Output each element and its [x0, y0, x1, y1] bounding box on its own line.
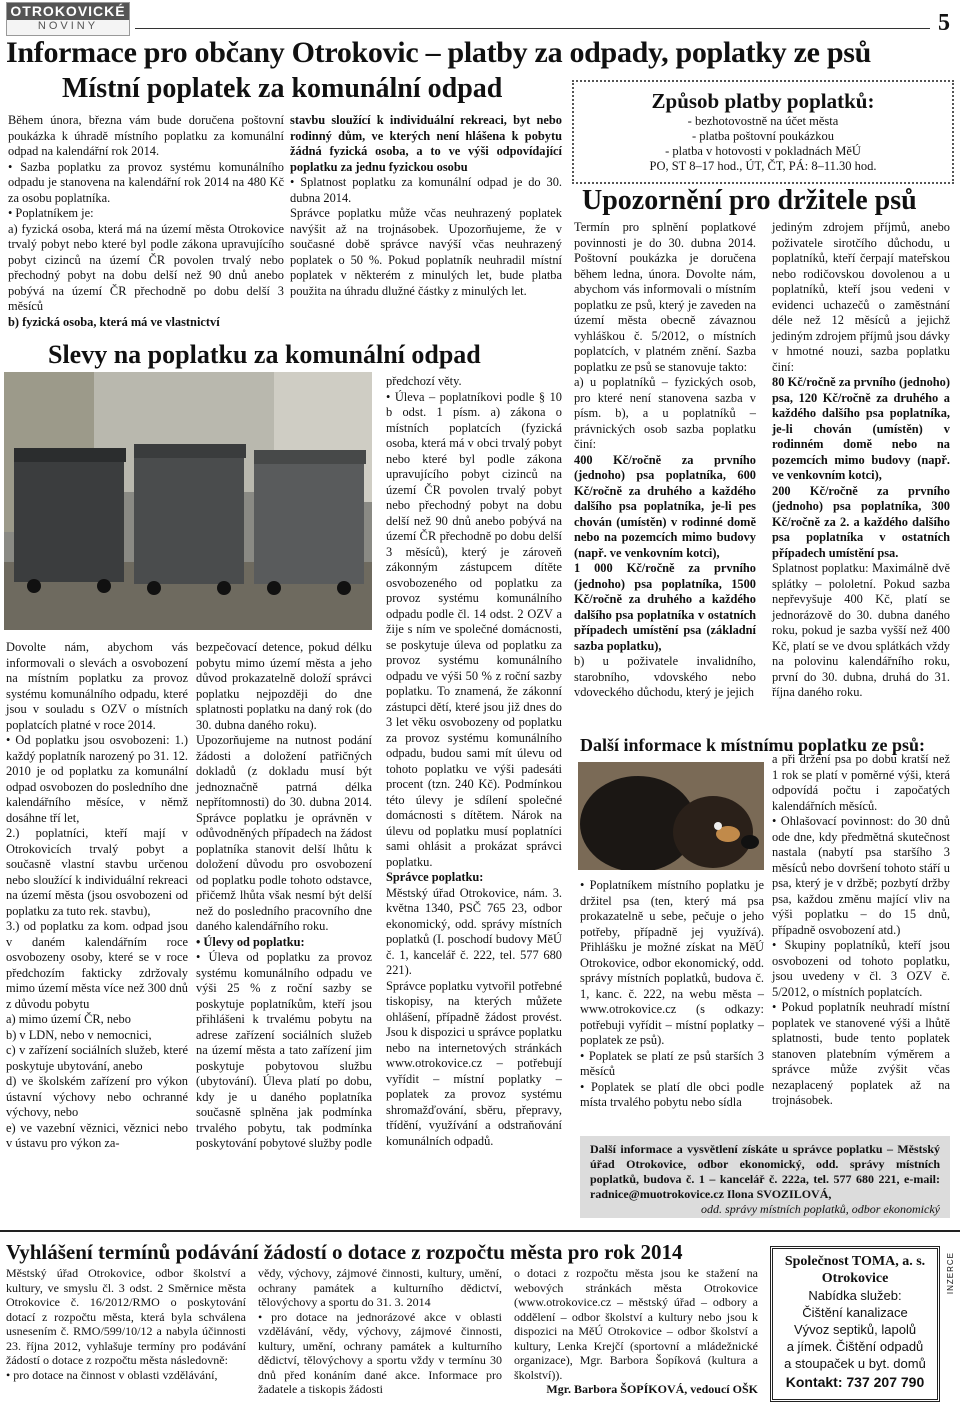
more-left	[580, 878, 764, 1111]
paragraph: 200 Kč/ročně za prvního (jednoho) psa poplatníka, 300 Kč/ročně za 2. a každého dalšího psa poplatníka v ostatních případech umístění psa.	[772, 483, 950, 560]
paragraph: d) ve školském zařízení pro výkon ústavní výchovy nebo ochranné výchovy, nebo	[6, 1074, 188, 1119]
masthead-title: OTROKOVICKÉ	[7, 3, 129, 20]
discounts-colB	[196, 640, 372, 1152]
dog-illustration	[578, 762, 764, 870]
ad-offer: Nabídka služeb:	[808, 1288, 902, 1303]
dogs-colR	[772, 220, 950, 701]
payment-line: - platba v hotovosti v pokladnách MěÚ	[665, 144, 861, 158]
payment-lines	[574, 114, 952, 174]
paragraph: 80 Kč/ročně za prvního (jednoho) psa, 120 Kč/ročně za druhého a každého dalšího psa poplatníka, je-li chován (umístěn) v rodinném domě nebo na pozemcích mimo budovy (např. ve venkovním kotci),	[772, 375, 950, 482]
ad-contact: Kontakt: 737 207 790	[785, 1374, 925, 1390]
discounts-colC	[386, 374, 562, 1149]
payment-title: Způsob platby poplatků:	[651, 89, 875, 113]
paragraph: c) v zařízení sociálních služeb, které poskytuje ubytování, anebo	[6, 1043, 188, 1073]
paragraph: Správce poplatku může včas neuhrazený poplatek navýšit až na trojnásobek. Upozorňujeme, že v současné době správce navýší včas neuhrazený poplatek o 50 %. Pokud poplatník neuhradil místní poplatek v některém z minulých let, bude platba použita na úhradu dlužné částky z minulých let.	[290, 206, 562, 298]
paragraph: Městský úřad Otrokovice, odbor školství a kultury, ve smyslu čl. 3 odst. 2 Směrnice města Otrokovice č. 16/2012/RMO o poskytování dotací z rozpočtu města, která byla schválena usnesením č. RMO/599/10/12 a nabyla účinnosti 23. října 2012, vyhlašuje termíny pro podávání žádostí o dotace z rozpočtu města následovně:	[6, 1266, 246, 1367]
dogs-title: Upozornění pro držitele psů	[582, 185, 917, 216]
contact-text: Další informace a vysvětlení získáte u správce poplatku – Městský úřad Otrokovice, odbor ekonomický, odd. správy místních poplatků, budova č. 1 – kancelář č. 222a, tel. 577 680 221, e-mail: radnice@muotrokovice.cz Ilona SVOZILOVÁ,	[590, 1142, 940, 1201]
paragraph: Během února, března vám bude doručena poštovní poukázka k úhradě místního poplatku za komunální odpad na kalendářní rok 2014.	[8, 113, 284, 158]
ad-side-label: INZERCE	[946, 1252, 955, 1295]
paragraph: e) ve vazební věznici, věznici nebo v ústavu pro výkon za-	[6, 1120, 188, 1150]
ad-service: Vývoz septiků, lapolů	[793, 1322, 917, 1337]
paragraph: bezpečovací detence, pokud délku pobytu mimo území města a jeho důvod prokazatelně doloží správci poplatku nejpozději do dne splatnosti poplatku na daný rok (do 30. dubna daného roku).	[196, 640, 372, 732]
paragraph: stavbu sloužící k individuální rekreaci, byt nebo rodinný dům, ve kterých není hlášena k pobytu žádná fyzická osoba, a to ve výši odpovídající poplatku za jednu fyzickou osobu	[290, 113, 562, 174]
contact-signature: odd. správy místních poplatků, odbor ekonomický	[701, 1202, 940, 1216]
discounts-title: Slevy na poplatku za komunální odpad	[48, 340, 481, 369]
payment-line: - bezhotovostně na účet města	[687, 114, 839, 128]
containers-photo	[4, 372, 372, 630]
section-rule	[0, 1230, 960, 1232]
masthead-logo	[6, 2, 130, 36]
page-headline: Informace pro občany Otrokovic – platby za odpady, poplatky ze psů	[6, 36, 872, 69]
page-number: 5	[938, 10, 950, 36]
paragraph: • Skupiny poplatníků, kteří jsou osvobozeni od tohoto poplatku, jsou uvedeny v čl. 3 OZV č. 5/2012, o místních poplatcích.	[772, 938, 950, 999]
waste-fee-col1	[8, 113, 284, 330]
paragraph: předchozí věty.	[386, 374, 462, 388]
top-rule	[135, 28, 930, 29]
paragraph: Termín pro splnění poplatkové povinnosti je do 30. dubna 2014. Poštovní poukázka je doručena během ledna, února. Dovolte nám, abychom vás informovali o místním poplatku ze psů, který je zaveden na území města obecně závaznou vyhláškou č. 5/2012, o místních poplatcích, v platném znění. Sazba poplatku ze psů se stanovuje takto:	[574, 220, 756, 374]
contact-box	[580, 1136, 950, 1218]
paragraph: 3.) od poplatku za kom. odpad jsou v daném kalendářním roce osvobozeny osoby, které se v roce předchozím fakticky zdržovaly mimo území města více než 300 dnů z důvodu pobytu	[6, 919, 188, 1011]
paragraph: • Sazba poplatku za provoz systému komunálního odpadu je stanovena na kalendářní rok 2014 na 480 Kč za osobu poplatníka.	[8, 159, 284, 205]
paragraph: • Ohlašovací povinnost: do 30 dnů ode dne, kdy předmětná skutečnost nastala (nabytí psa staršího 3 měsíců nebo dovršení tohoto stáří u psa, který je v držbě; pozbytí držby psa, každou změnu mající vliv na výši poplatku – do 15 dnů, případně osvobození atd.)	[772, 814, 950, 937]
paragraph: Správce poplatku:	[386, 870, 484, 884]
paragraph: • Poplatníkem místního poplatku je držitel psa (ten, který má psa prokazatelně u sebe, pečuje o jeho potřeby, případně jej využívá). Přihlášku je možné získat na MěÚ Otrokovice, odbor ekonomický, odd. správy místních poplatků, budova č. 1, kanc. č. 222, na webu města – www.otrokovice.cz (s odkazy: potřebuji vyřídit – místní poplatky – poplatek ze psů).	[580, 878, 764, 1047]
paragraph: b) u poživatele invalidního, starobního, vdovského nebo vdoveckého důchodu, který je jejich	[574, 654, 756, 699]
paragraph: a) mimo území ČR, nebo	[6, 1012, 131, 1026]
paragraph: • Poplatek se platí dle obci podle místa trvalého pobytu nebo sídla	[580, 1079, 764, 1109]
paragraph: Dovolte nám, abychom vás informovali o slevách a osvobození na místním poplatku za provoz systému komunálního odpadu, které jsou v souladu s OZV o místních poplatcích platné v roce 2014.	[6, 640, 188, 732]
waste-fee-title: Místní poplatek za komunální odpad	[62, 73, 503, 104]
paragraph: • Poplatníkem je:	[8, 206, 94, 220]
payment-box	[572, 80, 954, 184]
paragraph: Správce poplatku vytvořil potřebné tiskopisy, na kterých můžete ohlášení, případně žádost provést. Jsou k dispozici u správce poplatku nebo na internetových stránkách www.otrokovice.cz – potřebují vyřídit – místní poplatky – poplatek za provoz systému shromažďování, sběru, přepravy, třídění, využívání a odstraňování komunálních odpadů.	[386, 978, 562, 1148]
grants-title: Vyhlášení termínů podávání žádostí o dotace z rozpočtu města pro rok 2014	[6, 1240, 683, 1264]
ad-service: a stoupaček u byt. domů	[784, 1356, 926, 1371]
dogs-colL	[574, 220, 756, 701]
payment-line: - platba poštovní poukázkou	[692, 129, 834, 143]
ad-service: Čištění kanalizace	[802, 1305, 908, 1320]
waste-fee-col2	[290, 113, 562, 299]
payment-line: PO, ST 8–17 hod., ÚT, ČT, PÁ: 8–11.30 hod.	[649, 159, 877, 173]
paragraph: 1 000 Kč/ročně za prvního (jednoho) psa poplatníka, 1500 Kč/ročně za druhého a každého dalšího psa poplatníka v ostatních případech umístění psa (základní sazba poplatku),	[574, 561, 756, 653]
paragraph: b) v LDN, nebo v nemocnici,	[6, 1027, 152, 1042]
more-title: Další informace k místnímu poplatku ze psů:	[580, 735, 926, 755]
paragraph: 400 Kč/ročně za prvního (jednoho) psa poplatníka, 600 Kč/ročně za druhého a každého dalšího psa poplatníka, je-li pes chován (umístěn) v rodinné domě nebo na pozemcích mimo budovy (např. ve venkovním kotci),	[574, 452, 756, 560]
paragraph: a) u poplatníků – fyzických osob, pro které není stanovena sazba v písm. b), a u poplatníků – právnických osob sazba poplatku činí:	[574, 375, 756, 451]
paragraph: • pro dotace na činnost v oblasti vzdělávání,	[6, 1367, 218, 1382]
grants-col3	[514, 1266, 758, 1397]
paragraph: • Pokud poplatník neuhradí místní poplatek ve stanovené výši a lhůtě splatnosti, bude tento poplatek stanoven platebním výměrem a správce může zvýšit včas nezaplacený poplatek až na trojnásobek.	[772, 1000, 950, 1107]
paragraph: • Poplatek se platí ze psů starších 3 měsíců	[580, 1048, 764, 1078]
paragraph: • Od poplatku jsou osvobozeni: 1.) každý poplatník narozený po 31. 12. 2010 je od poplatku za komunální odpad osvobozen do posledního dne kalendářního měsíce, v němž dosáhne tří let,	[6, 733, 188, 825]
paragraph: • Splatnost poplatku za komunální odpad je do 30. dubna 2014.	[290, 175, 562, 205]
grants-signature: Mgr. Barbora ŠOPÍKOVÁ, vedoucí OŠK	[546, 1382, 758, 1396]
discounts-colA	[6, 640, 188, 1152]
more-right	[772, 752, 950, 1109]
dog-photo	[578, 762, 764, 870]
paragraph: Upozorňujeme na nutnost podání žádosti a doložení patřičných dokladů (z dokladu musí být jednoznačně patrná délka nepřítomnosti) do 30. dubna 2014. Správce poplatku je oprávněn v odůvodněných případech na žádost poplatníka stanovit delší lhůtu k doložení důvodu pro osvobození od poplatku podle tohoto odstavce, přičemž lhůta však nesmí být delší než do posledního pracovního dne daného kalendářního roku.	[196, 733, 372, 933]
paragraph: a při držení psa po dobu kratší než 1 rok se platí v poměrné výši, která odpovídá počtu i započatých kalendářních měsíců.	[772, 752, 950, 813]
grants-col1	[6, 1266, 246, 1382]
paragraph: Splatnost poplatku: Maximálně dvě splátky – pololetní. Pokud sazba nepřevyšuje 400 Kč, platí se jednorázově do 30. dubna daného roku, pokud je sazba vyšší než 400 Kč, platí se ve dvou splátkách vždy na polovinu kalendářního roku, první do 30. dubna, druhá do 31. října daného roku.	[772, 561, 950, 699]
ad-company: Společnost TOMA, a. s. Otrokovice	[784, 1254, 926, 1286]
ad-box	[770, 1246, 940, 1402]
masthead-subtitle: NOVINY	[37, 20, 99, 32]
paragraph: vědy, výchovy, zájmové činnosti, kultury, umění, ochrany památek a kulturního dědictví, tělovýchovy a sportu do 31. 3. 2014	[258, 1266, 502, 1309]
paragraph: • Úleva od poplatku za provoz systému komunálního odpadu ve výši 25 % z roční sazby se poskytuje poplatníkům, kteří jsou přihlášeni k trvalému pobytu na adrese zařízení sociálních služeb na území města a tato zařízení jim poskytuje pobytovou službu (ubytování). Úleva platí po dobu, kdy je u daného poplatníka současně splněna jak podmínka trvalého pobytu, tak podmínka poskytování pobytové služby podle	[196, 950, 372, 1150]
containers-illustration	[4, 372, 372, 630]
paragraph: • Úleva – poplatníkovi podle § 10 b odst. 1 písm. a) zákona o místních poplatcích (fyzická osoba, která má v obci trvalý pobyt nebo které byl podle zákona upravujícího pobyt cizinců na území ČR povolen trvalý pobyt nebo přechodný pobyt na dobu delší než 90 dnů anebo pobývá na území ČR přechodně po dobu delší 3 měsíců), který je zároveň zákonným zástupcem dítěte osvobozeného od poplatku za provoz systému komunálního odpadu podle čl. 14 odst. 2 OZV a žije s ním ve společné domácnosti, se poskytuje úleva od poplatku za provoz systému komunálního odpadu ve výši 50 % z roční sazby poplatku. To znamená, že zákonní zástupci dětí, které jsou již dnes do 3 let věku osvobozeny od poplatku za provoz systému komunálního odpadu, budou sami mít úlevu od tohoto poplatku ve výši padesáti procent (tzn. 240 Kč). Podmínkou této úlevy je sdílení společné domácnosti s dítětem. Nárok na úlevu od poplatku musí poplatníci sami ohlásit a prokázat správci poplatku.	[386, 389, 562, 869]
paragraph: b) fyzická osoba, která má ve vlastnictví	[8, 314, 220, 329]
grants-col2	[258, 1266, 502, 1397]
paragraph: Městský úřad Otrokovice, nám. 3. května 1340, PSČ 765 23, odbor ekonomický, odd. správy místních poplatků (I. poschodí budovy MěÚ č. 1, kancelář č. 222, tel. 577 680 221).	[386, 885, 562, 977]
paragraph: a) fyzická osoba, která má na území města Otrokovice trvalý pobyt nebo které byl podle zákona upravujícího pobyt cizinců na území ČR povolen trvalý nebo přechodný pobyt na dobu delší než 90 dnů anebo pobývá na území ČR přechodně po dobu delší 3 měsíců	[8, 221, 284, 313]
paragraph: 2.) poplatníci, kteří mají v Otrokovicích trvalý pobyt a současně vlastní stavbu určenou nebo sloužící k individuální rekreaci na území města (jsou osvobozeni od poplatku za tuto rek. stavbu),	[6, 826, 188, 918]
ad-service: a jímek. Čištění odpadů	[786, 1339, 924, 1354]
paragraph: jediným zdrojem příjmů, anebo poživatele sirotčího důchodu, u poplatníků, kteří čerpají mateřskou nebo rodičovskou dovolenou a u poplatníků, kteří jsou vedeni v evidenci uchazečů o zaměstnání déle než 12 měsíců a jejichž jediným zdrojem příjmů jsou dávky v hmotné nouzi, sazba poplatku činí:	[772, 220, 950, 374]
paragraph: o dotaci z rozpočtu města jsou ke stažení na webových stránkách města Otrokovice (www.otrokovice.cz – městský úřad – odbory a oddělení – odbor školství a kultury nebo jsou k dispozici na MěÚ Otrokovice – odbor školství a kultury, Lenka Krejčí (sportovní a mládežnické organizace), Mgr. Barbora Šopíková (kultura a školství)).	[514, 1266, 758, 1382]
paragraph: • Úlevy od poplatku:	[196, 934, 305, 949]
paragraph: • pro dotace na jednorázové akce v oblasti vzdělávání, vědy, výchovy, zájmové činnosti, kultury, umění, ochrany památek a kulturního dědictví, tělovýchovy a sportu vždy v termínu 30 dnů před konáním dané akce. Informace pro žadatele a tiskopis žádosti	[258, 1309, 502, 1396]
